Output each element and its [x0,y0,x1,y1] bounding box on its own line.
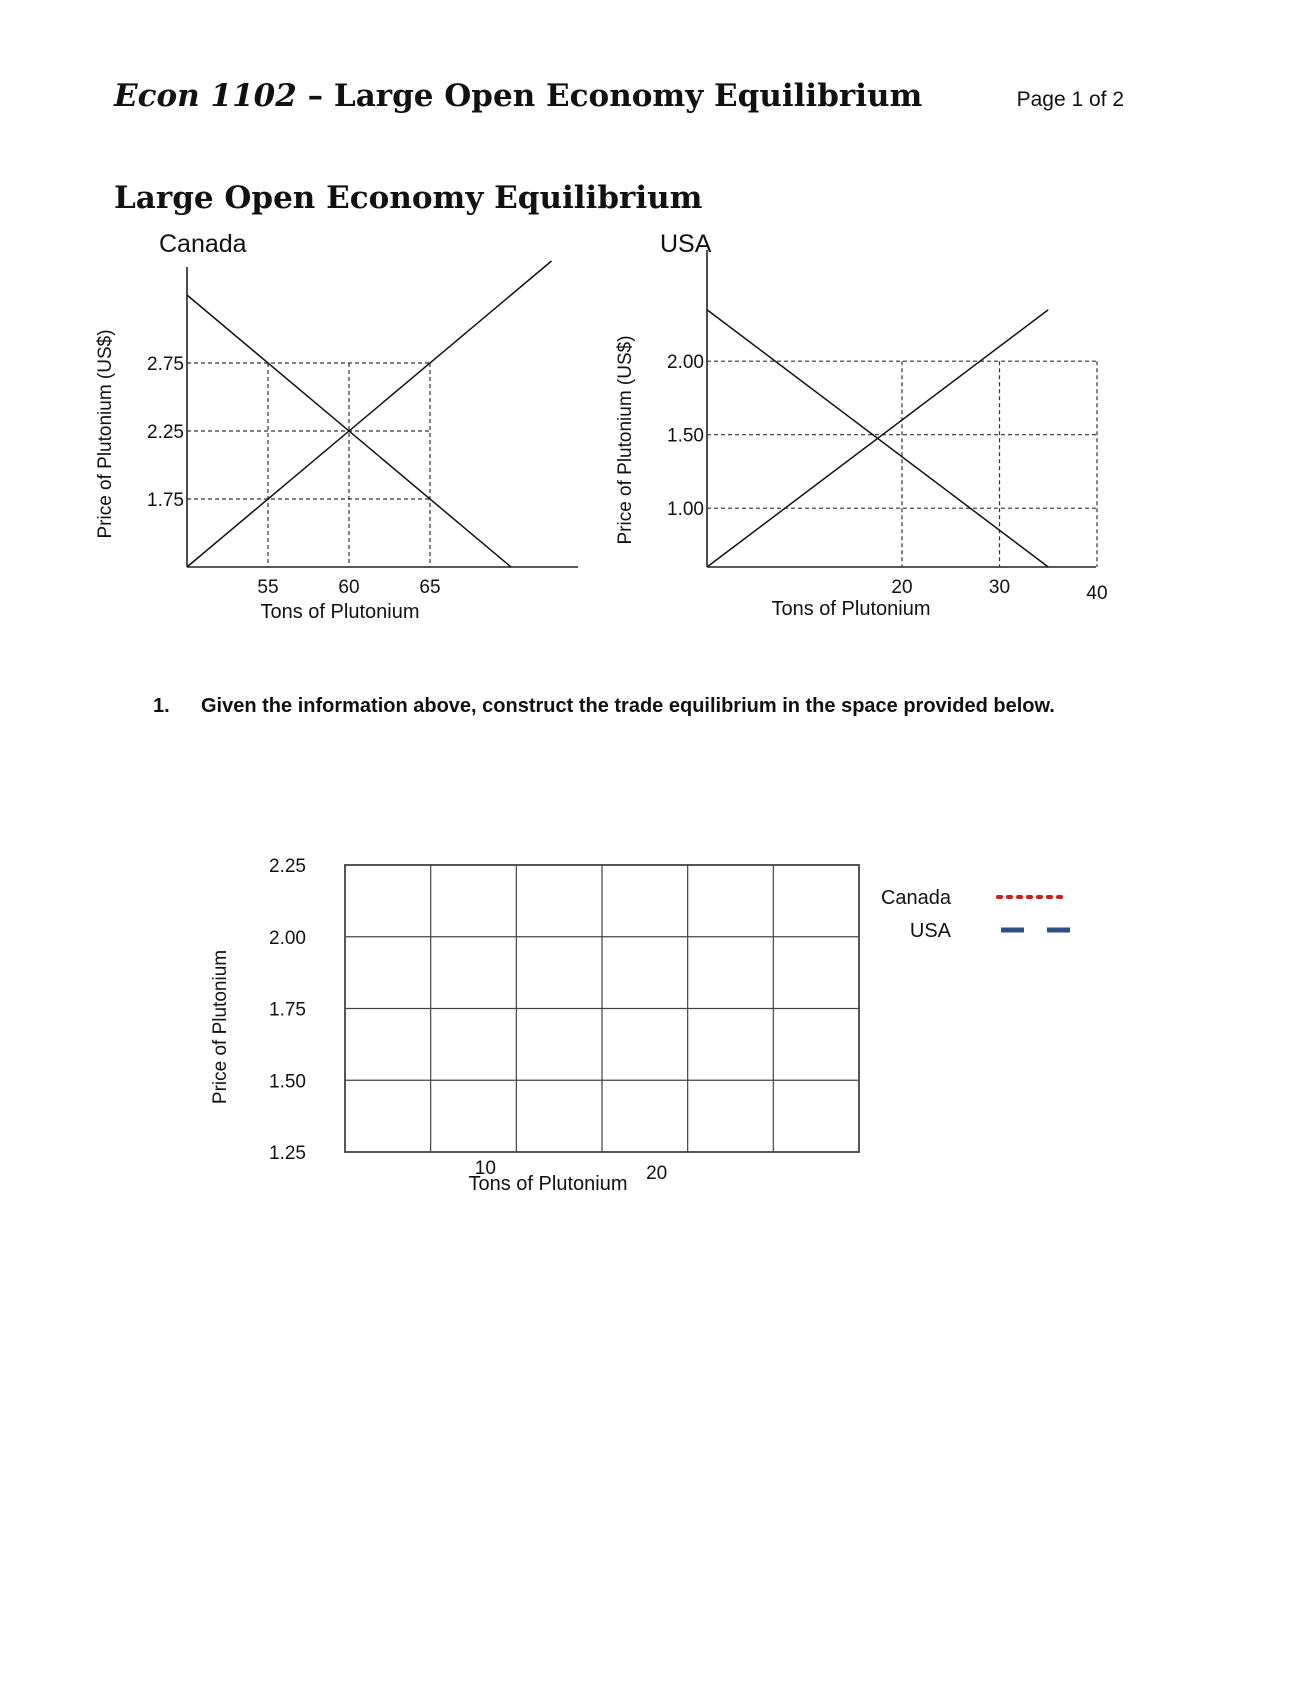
canada-chart-title: Canada [159,230,247,258]
grid-y-axis-label: Price of Plutonium [210,949,231,1105]
grid-y-tick-label: 1.25 [269,1143,306,1164]
usa-x-axis-label: Tons of Plutonium [771,598,931,620]
canada-y-tick-label: 1.75 [147,490,184,511]
question-number: 1. [153,695,170,717]
usa-x-tick-label: 20 [891,577,913,598]
canada-x-tick-label: 65 [419,577,441,598]
legend-label-usa: USA [909,920,951,942]
grid-y-tick-label: 1.75 [269,999,306,1021]
usa-y-tick-label: 2.00 [667,352,704,374]
grid-x-axis-label: Tons of Plutonium [468,1173,628,1195]
canada-x-axis-label: Tons of Plutonium [260,601,420,623]
usa-x-tick-label: 40 [1086,583,1108,604]
canada-x-tick-label: 60 [338,577,360,598]
usa-y-tick-label: 1.50 [667,425,704,447]
legend [881,887,1071,942]
canada-y-tick-label: 2.25 [147,422,184,443]
usa-y-axis-label: Price of Plutonium (US$) [615,335,636,545]
question-text: Given the information above, construct the trade equilibrium in the space provided below. [201,695,1055,717]
page-number: Page 1 of 2 [1016,88,1124,111]
canada-x-tick-label: 55 [257,577,279,598]
grid-y-tick-label: 2.00 [269,927,306,949]
grid-y-tick-label: 2.25 [269,856,306,877]
section-title: Large Open Economy Equilibrium [114,180,703,216]
grid-y-tick-label: 1.50 [269,1071,306,1093]
usa-x-tick-label: 30 [988,577,1011,598]
legend-label-canada: Canada [880,887,951,909]
grid-x-tick-label: 20 [646,1163,668,1184]
canada-y-axis-label: Price of Plutonium (US$) [95,329,116,539]
course-code: Econ 1102 [114,78,297,114]
title-text: Large Open Economy Equilibrium [333,78,923,114]
title-separator: – [296,78,334,114]
usa-y-tick-label: 1.00 [667,499,704,521]
usa-chart-title: USA [660,230,712,258]
grid-plot-area [269,856,859,1184]
canada-y-tick-label: 2.75 [147,354,184,375]
grid-x-tick-label: 10 [474,1158,496,1179]
